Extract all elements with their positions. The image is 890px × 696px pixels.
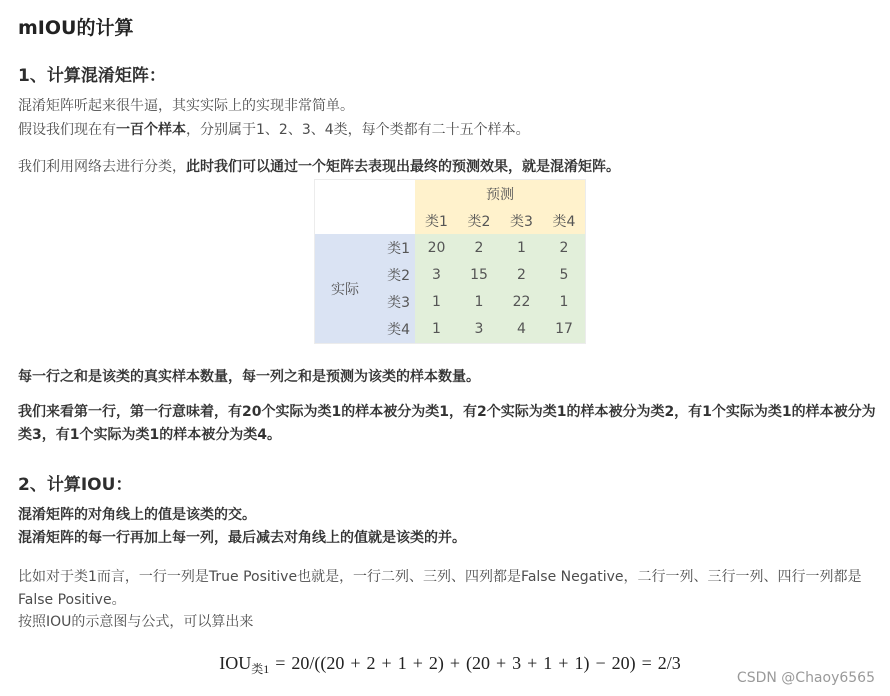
section-heading-confusion-matrix: 1、计算混淆矩阵： <box>18 66 166 86</box>
matrix-cell: 5 <box>543 261 585 288</box>
matrix-cell: 1 <box>415 315 458 343</box>
matrix-intro-bold: 此时我们可以通过一个矩阵去表现出最终的预测效果，就是混淆矩阵。 <box>186 159 620 175</box>
matrix-cell: 1 <box>500 234 543 261</box>
intro-line-1: 混淆矩阵听起来很牛逼，其实实际上的实现非常简单。 <box>18 98 354 114</box>
row-column-sum-note: 每一行之和是该类的真实样本数量，每一列之和是预测为该类的样本数量。 <box>18 369 480 385</box>
intersection-definition: 混淆矩阵的对角线上的值是该类的交。 <box>18 507 256 523</box>
intro-line-2-bold: 一百个样本 <box>116 122 186 138</box>
column-header: 类1 <box>415 208 458 234</box>
matrix-cell: 2 <box>543 234 585 261</box>
predicted-header: 预测 <box>415 180 585 208</box>
matrix-cell: 1 <box>458 288 500 315</box>
intro-line-2 <box>18 118 880 142</box>
formula-intro-text: 按照IOU的示意图与公式，可以算出来 <box>18 614 254 630</box>
matrix-cell: 1 <box>543 288 585 315</box>
formula-lhs: IOU <box>219 653 252 673</box>
tp-fn-fp-explanation: 比如对于类1而言，一行一列是True Positive也就是，一行二列、三列、四列都是False Negative，二行一列、三行一列、四行一列都是False Positive。 <box>18 569 862 608</box>
iou-definition-paragraph <box>18 504 880 550</box>
actual-header: 实际 <box>315 234 375 343</box>
union-definition: 混淆矩阵的每一行再加上每一列，最后减去对角线上的值就是该类的并。 <box>18 530 466 546</box>
matrix-cell: 4 <box>500 315 543 343</box>
column-header: 类2 <box>458 208 500 234</box>
row-header: 类4 <box>375 315 415 343</box>
matrix-cell: 3 <box>458 315 500 343</box>
column-header: 类3 <box>500 208 543 234</box>
article-title: mIOU的计算 <box>18 17 134 39</box>
matrix-intro-paragraph <box>18 155 880 179</box>
row-header: 类1 <box>375 234 415 261</box>
confusion-matrix-table <box>315 180 585 343</box>
matrix-cell: 2 <box>500 261 543 288</box>
intro-line-2-rest: ，分别属于1、2、3、4类，每个类都有二十五个样本。 <box>186 122 530 138</box>
matrix-cell: 22 <box>500 288 543 315</box>
matrix-cell: 17 <box>543 315 585 343</box>
matrix-cell: 3 <box>415 261 458 288</box>
intro-line-2-text: 假设我们现在有 <box>18 122 116 138</box>
formula-subscript: 类1 <box>251 662 270 676</box>
row-header: 类2 <box>375 261 415 288</box>
matrix-cell: 1 <box>415 288 458 315</box>
matrix-cell: 2 <box>458 234 500 261</box>
column-header: 类4 <box>543 208 585 234</box>
matrix-intro-text: 我们利用网络去进行分类， <box>18 159 186 175</box>
intro-paragraph <box>18 94 880 142</box>
matrix-corner-cell <box>315 180 415 234</box>
csdn-watermark: CSDN @Chaoy6565 <box>736 670 875 686</box>
row-header: 类3 <box>375 288 415 315</box>
matrix-cell: 15 <box>458 261 500 288</box>
section-heading-iou: 2、计算IOU： <box>18 475 133 495</box>
first-row-explanation: 我们来看第一行，第一行意味着，有20个实际为类1的样本被分为类1，有2个实际为类1的样本被分为类2，有1个实际为类1的样本被分为类3，有1个实际为类1的样本被分为类4。 <box>18 404 876 443</box>
matrix-cell: 20 <box>415 234 458 261</box>
formula-rhs: = 20/((20 + 2 + 1 + 2) + (20 + 3 + 1 + 1) − 20) = 2/3 <box>275 653 681 673</box>
